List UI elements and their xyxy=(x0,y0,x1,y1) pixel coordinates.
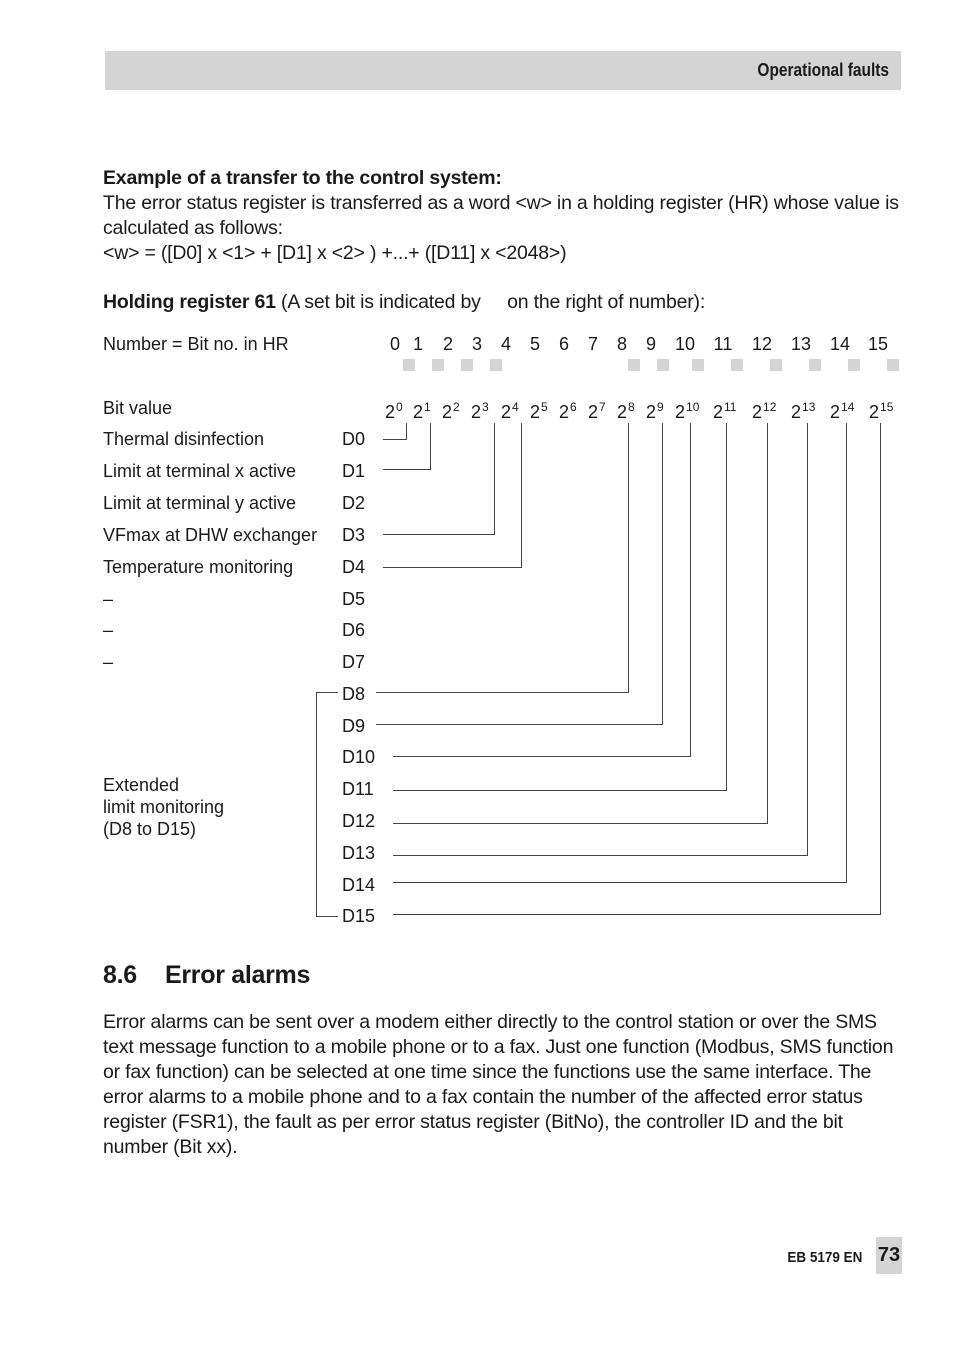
bit-value-exponent: 10 xyxy=(686,400,700,414)
register-heading-bold: Holding register 61 xyxy=(103,291,276,313)
bit-value-base: 2 xyxy=(617,402,628,422)
extended-label-line-3: (D8 to D15) xyxy=(103,819,197,839)
extended-label xyxy=(103,774,224,840)
register-heading xyxy=(103,290,903,315)
bit-value-exponent: 15 xyxy=(880,400,894,414)
bit-value-exponent: 1 xyxy=(424,400,431,414)
register-heading-text-b: on the right of number): xyxy=(507,291,706,313)
bit-value-base: 2 xyxy=(471,402,482,422)
bit-value xyxy=(869,396,893,423)
set-bit-marker xyxy=(432,359,444,371)
bit-number: 4 xyxy=(500,334,512,354)
bit-value-exponent: 0 xyxy=(396,400,403,414)
page-number: 73 xyxy=(876,1237,902,1274)
row-bit: D11 xyxy=(342,779,374,799)
bit-value-exponent: 14 xyxy=(841,400,855,414)
connector-horizontal xyxy=(393,756,691,757)
bit-value-base: 2 xyxy=(646,402,657,422)
bit-value-label: Bit value xyxy=(103,398,173,418)
bit-number: 11 xyxy=(713,334,733,354)
connector-vertical xyxy=(767,423,768,823)
bit-value-base: 2 xyxy=(713,402,724,422)
bit-number: 1 xyxy=(412,334,424,354)
bit-number: 9 xyxy=(645,334,657,354)
bit-value xyxy=(530,396,548,423)
set-bit-marker xyxy=(887,359,899,371)
row-bit: D9 xyxy=(342,716,366,736)
bit-value-base: 2 xyxy=(830,402,841,422)
bit-number: 13 xyxy=(790,334,812,354)
group-bracket-bottom xyxy=(316,916,338,917)
set-bit-marker xyxy=(490,359,502,371)
bit-value-base: 2 xyxy=(752,402,763,422)
bit-number: 10 xyxy=(674,334,696,354)
connector-horizontal xyxy=(376,724,663,725)
row-bit: D10 xyxy=(342,747,376,767)
connector-vertical xyxy=(726,423,727,790)
set-bit-marker xyxy=(809,359,821,371)
group-bracket-top xyxy=(316,692,338,693)
row-bit: D14 xyxy=(342,875,376,895)
bit-value-exponent: 13 xyxy=(802,400,816,414)
set-bit-marker xyxy=(848,359,860,371)
connector-horizontal xyxy=(383,439,407,440)
bit-value xyxy=(646,396,664,423)
bit-number: 8 xyxy=(616,334,628,354)
section-heading xyxy=(103,961,310,990)
group-bracket-vertical xyxy=(316,692,317,917)
set-bit-marker xyxy=(461,359,473,371)
bit-number: 5 xyxy=(529,334,541,354)
connector-horizontal xyxy=(383,469,431,470)
bit-value xyxy=(413,396,431,423)
row-bit: D7 xyxy=(342,652,366,672)
bit-value-base: 2 xyxy=(442,402,453,422)
row-bit: D5 xyxy=(342,589,366,609)
row-label: VFmax at DHW exchanger xyxy=(103,525,318,545)
row-bit: D0 xyxy=(342,429,366,449)
running-header-title: Operational faults xyxy=(757,60,889,80)
footer-doc-number: EB 5179 EN xyxy=(786,1249,862,1266)
set-bit-marker xyxy=(628,359,640,371)
row-bit: D8 xyxy=(342,684,366,704)
bit-number: 6 xyxy=(558,334,570,354)
connector-horizontal xyxy=(393,855,808,856)
example-heading: Example of a transfer to the control system: xyxy=(103,167,502,189)
row-label: Limit at terminal x active xyxy=(103,461,297,481)
section-number: 8.6 xyxy=(103,961,137,989)
extended-label-line-2: limit monitoring xyxy=(103,797,225,817)
set-bit-marker xyxy=(731,359,743,371)
bit-value xyxy=(501,396,519,423)
set-bit-marker xyxy=(770,359,782,371)
bit-value-base: 2 xyxy=(530,402,541,422)
connector-vertical xyxy=(521,423,522,567)
bit-value-base: 2 xyxy=(791,402,802,422)
bit-value-exponent: 11 xyxy=(724,400,737,414)
connector-horizontal xyxy=(393,823,768,824)
bit-number: 12 xyxy=(751,334,773,354)
connector-vertical xyxy=(662,423,663,724)
bit-value xyxy=(752,396,776,423)
row-label: – xyxy=(103,620,114,640)
connector-vertical xyxy=(406,423,407,439)
row-bit: D13 xyxy=(342,843,376,863)
bit-value-base: 2 xyxy=(588,402,599,422)
bit-value xyxy=(830,396,854,423)
row-label: – xyxy=(103,589,114,609)
bit-value xyxy=(471,396,489,423)
bit-value xyxy=(713,396,736,423)
connector-vertical xyxy=(846,423,847,882)
row-bit: D1 xyxy=(342,461,366,481)
connector-vertical xyxy=(430,423,431,469)
bit-value-exponent: 9 xyxy=(657,400,664,414)
bit-value-base: 2 xyxy=(385,402,396,422)
number-label: Number = Bit no. in HR xyxy=(103,334,289,354)
bit-value-exponent: 4 xyxy=(512,400,519,414)
bit-value-exponent: 6 xyxy=(570,400,577,414)
connector-horizontal xyxy=(376,692,629,693)
connector-vertical xyxy=(494,423,495,534)
register-heading-text-a: (A set bit is indicated by xyxy=(281,291,481,313)
connector-vertical xyxy=(807,423,808,855)
connector-vertical xyxy=(880,423,881,914)
bit-value xyxy=(791,396,815,423)
bit-value-exponent: 2 xyxy=(453,400,460,414)
bit-value xyxy=(617,396,635,423)
bit-number: 2 xyxy=(442,334,454,354)
connector-horizontal xyxy=(393,914,881,915)
bit-value-exponent: 7 xyxy=(599,400,606,414)
connector-vertical xyxy=(690,423,691,756)
section-body: Error alarms can be sent over a modem either directly to the control station or over the SMS text message function to a mobile phone or to a fax. Just one function (Modbus, SMS function or fax function) can be selected at one time since the functions use the same interface. The error alarms to a mobile phone and to a fax contain the number of the affected error status register (FSR1), the fault as per error status register (BitNo), the controller ID and the bit number (Bit xx). xyxy=(103,1011,894,1158)
row-label: – xyxy=(103,652,114,672)
bit-value-exponent: 12 xyxy=(763,400,777,414)
bit-value xyxy=(559,396,577,423)
set-bit-marker xyxy=(403,359,415,371)
bit-value-base: 2 xyxy=(501,402,512,422)
bit-value xyxy=(675,396,699,423)
connector-horizontal xyxy=(393,790,727,791)
bit-number: 7 xyxy=(587,334,599,354)
bit-value-base: 2 xyxy=(675,402,686,422)
bit-value-exponent: 3 xyxy=(482,400,489,414)
bit-value xyxy=(385,396,403,423)
bit-value-exponent: 5 xyxy=(541,400,548,414)
example-formula: <w> = ([D0] x <1> + [D1] x <2> ) +...+ ([D11] x <2048>) xyxy=(103,242,567,264)
row-label: Temperature monitoring xyxy=(103,557,294,577)
connector-vertical xyxy=(628,423,629,692)
row-bit: D12 xyxy=(342,811,376,831)
connector-horizontal xyxy=(383,567,522,568)
bit-value xyxy=(588,396,606,423)
bit-value-exponent: 8 xyxy=(628,400,635,414)
row-bit: D2 xyxy=(342,493,366,513)
bit-number: 3 xyxy=(471,334,483,354)
bit-value-base: 2 xyxy=(869,402,880,422)
row-label: Limit at terminal y active xyxy=(103,493,297,513)
bit-number: 14 xyxy=(829,334,851,354)
bit-number: 0 xyxy=(389,334,401,354)
bit-number: 15 xyxy=(867,334,889,354)
extended-label-line-1: Extended xyxy=(103,775,180,795)
connector-horizontal xyxy=(383,534,495,535)
row-bit: D15 xyxy=(342,906,376,926)
header-bar xyxy=(105,51,901,90)
row-bit: D4 xyxy=(342,557,366,577)
section-title: Error alarms xyxy=(165,961,311,989)
row-bit: D3 xyxy=(342,525,366,545)
example-block xyxy=(103,166,903,266)
bit-value xyxy=(442,396,460,423)
set-bit-marker xyxy=(657,359,669,371)
set-bit-marker xyxy=(692,359,704,371)
bit-value-base: 2 xyxy=(559,402,570,422)
row-bit: D6 xyxy=(342,620,366,640)
bit-value-base: 2 xyxy=(413,402,424,422)
row-label: Thermal disinfection xyxy=(103,429,265,449)
connector-horizontal xyxy=(393,882,847,883)
example-text: The error status register is transferred as a word <w> in a holding register (HR) whose value is calculated as follows: xyxy=(103,192,899,239)
